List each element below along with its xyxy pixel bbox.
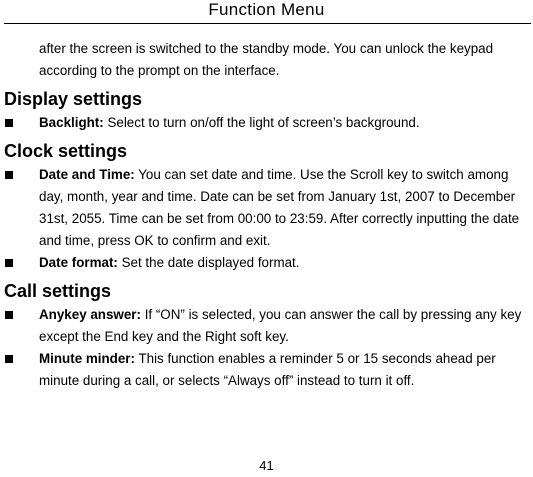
page-header (0, 0, 533, 22)
square-bullet-icon (5, 259, 13, 267)
document-body (0, 38, 533, 392)
item-description: You can set date and time. Use the Scroll key to switch among day, month, year and time. Date can be set from January 1st, 2007 to December 31st, 2055. Time can be set from 00:00 to 23:59. After correctly inputting the date and time, press OK to confirm and exit. (39, 167, 520, 248)
page-number: 41 (259, 458, 274, 473)
square-bullet-icon (5, 119, 13, 127)
item-description: This function enables a reminder 5 or 15 seconds ahead per minute during a call, or selects “Always off” instead to turn it off. (39, 351, 496, 388)
item-description: If “ON” is selected, you can answer the call by pressing any key except the End key and the Right soft key. (39, 307, 522, 344)
section-heading: Call settings (4, 281, 112, 301)
section-call-settings (0, 280, 533, 392)
list-item-text (39, 304, 529, 348)
header-divider (4, 23, 531, 24)
item-description: Set the date displayed format. (117, 255, 300, 270)
section-heading: Display settings (4, 89, 143, 109)
list-item (0, 252, 533, 274)
section-clock-settings (0, 140, 533, 274)
section-heading: Clock settings (4, 141, 128, 161)
item-term: Backlight: (39, 115, 104, 130)
item-term: Minute minder: (39, 351, 135, 366)
item-term: Anykey answer: (39, 307, 141, 322)
item-term: Date format: (39, 255, 118, 270)
list-item (0, 112, 533, 134)
intro-paragraph: after the screen is switched to the standby mode. You can unlock the keypad according to the prompt on the interface. (39, 41, 494, 78)
page-title: Function Menu (208, 0, 325, 19)
list-item-text (39, 252, 529, 274)
list-item-text (39, 348, 529, 392)
section-display-settings (0, 88, 533, 134)
list-item (0, 304, 533, 348)
square-bullet-icon (5, 311, 13, 319)
list-item (0, 164, 533, 252)
list-item-text (39, 112, 529, 134)
list-item-text (39, 164, 529, 252)
square-bullet-icon (5, 355, 13, 363)
item-term: Date and Time: (39, 167, 135, 182)
list-item (0, 348, 533, 392)
square-bullet-icon (5, 171, 13, 179)
item-description: Select to turn on/off the light of screen’s background. (103, 115, 420, 130)
